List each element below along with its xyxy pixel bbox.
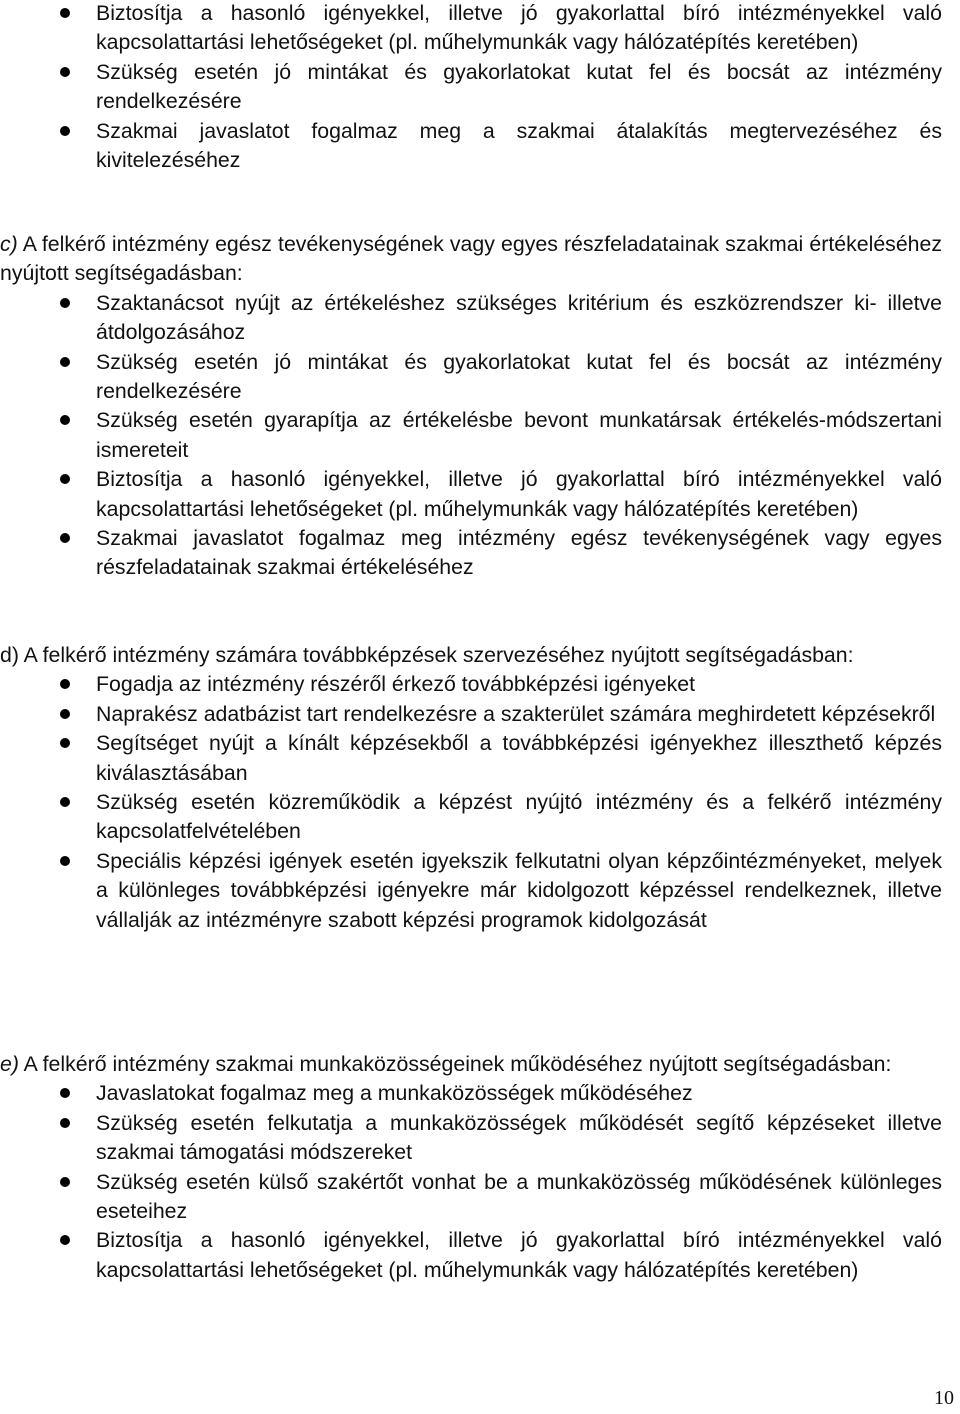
list-item-text: Szükség esetén felkutatja a munkaközösségek működését segítő képzéseket illetve szakmai támogatási módszereket (96, 1110, 942, 1165)
list-item (0, 0, 942, 58)
list-item-text: Biztosítja a hasonló igényekkel, illetve jó gyakorlattal bíró intézményekkel való kapcsolattartási lehetőségeket (pl. műhelymunkák vagy hálózatépítés keretében) (96, 1, 942, 55)
section-e (0, 1050, 942, 1285)
bullet-icon (60, 533, 70, 543)
list-item-text: Szükség esetén jó mintákat és gyakorlatokat kutat fel és bocsát az intézmény rendelkezésére (96, 349, 942, 404)
list-item (0, 847, 942, 935)
list-item (0, 1168, 942, 1227)
section-e-mark: e) (0, 1052, 19, 1076)
list-item (0, 670, 942, 699)
section-c-mark: c) (0, 232, 18, 256)
list-item-text: Biztosítja a hasonló igényekkel, illetve jó gyakorlattal bíró intézményekkel való kapcsolattartási lehetőségeket (pl. műhelymunkák vagy hálózatépítés keretében) (96, 467, 942, 521)
bullet-icon (60, 357, 70, 367)
bullet-icon (60, 474, 70, 484)
section-d-list (0, 670, 942, 935)
bullet-icon (60, 679, 70, 689)
bullet-icon (60, 797, 70, 807)
page-number: 10 (934, 1387, 954, 1409)
bullet-icon (60, 738, 70, 748)
section-c-list (0, 289, 942, 583)
list-item (0, 58, 942, 117)
bullet-icon (60, 1088, 70, 1098)
section-d-heading (0, 641, 942, 670)
section-c-text: A felkérő intézmény egész tevékenységének vagy egyes részfeladatainak szakmai értékeléséhez nyújtott segítségadásban: (0, 232, 942, 286)
list-item (0, 1226, 942, 1285)
bullet-icon (60, 1118, 70, 1128)
bullet-icon (60, 1177, 70, 1187)
bullet-icon (60, 856, 70, 866)
bullet-icon (60, 67, 70, 77)
bullet-icon (60, 8, 70, 18)
section-e-text: A felkérő intézmény szakmai munkaközösségeinek működéséhez nyújtott segítségadásban: (18, 1052, 892, 1076)
list-item-text: Szükség esetén külső szakértőt vonhat be a munkaközösség működésének különleges eseteihez (96, 1169, 942, 1224)
list-item-text: Szaktanácsot nyújt az értékeléshez szükséges kritérium és eszközrendszer ki- illetve átdolgozásához (96, 290, 942, 345)
section-e-heading (0, 1050, 942, 1079)
top-list (0, 0, 942, 175)
bullet-icon (60, 298, 70, 308)
list-item (0, 1109, 942, 1168)
list-item (0, 465, 942, 524)
bullet-icon (60, 709, 70, 719)
list-item (0, 117, 942, 176)
section-c-heading (0, 230, 942, 289)
bullet-icon (60, 126, 70, 136)
list-item-text: Naprakész adatbázist tart rendelkezésre a szakterület számára meghirdetett képzésekről (96, 701, 936, 726)
list-item (0, 1079, 942, 1108)
list-item-text: Szakmai javaslatot fogalmaz meg a szakmai átalakítás megtervezéséhez és kivitelezéséhez (96, 118, 942, 173)
list-item (0, 348, 942, 407)
list-item (0, 406, 942, 465)
list-item-text: Segítséget nyújt a kínált képzésekből a továbbképzési igényekhez illeszthető képzés kiválasztásában (96, 731, 942, 785)
list-item-text: Biztosítja a hasonló igényekkel, illetve jó gyakorlattal bíró intézményekkel való kapcsolattartási lehetőségeket (pl. műhelymunkák vagy hálózatépítés keretében) (96, 1228, 942, 1282)
top-list-block (0, 0, 942, 175)
list-item (0, 289, 942, 348)
list-item-text: Javaslatokat fogalmaz meg a munkaközösségek működéséhez (96, 1081, 693, 1106)
list-item-text: Szükség esetén gyarapítja az értékelésbe bevont munkatársak értékelés-módszertani ismereteit (96, 408, 942, 462)
list-item-text: Speciális képzési igények esetén igyekszik felkutatni olyan képzőintézményeket, melyek a különleges továbbképzési igényekre már kidolgozott képzéssel rendelkeznek, illetve vállalják az intézményre szabott képzési programok kidolgozását (96, 848, 942, 932)
bullet-icon (60, 1235, 70, 1245)
section-d-mark: d) (0, 643, 19, 667)
list-item (0, 700, 942, 729)
list-item (0, 788, 942, 847)
list-item-text: Szükség esetén jó mintákat és gyakorlatokat kutat fel és bocsát az intézmény rendelkezésére (96, 59, 942, 114)
section-d-text: A felkérő intézmény számára továbbképzések szervezéséhez nyújtott segítségadásban: (18, 643, 854, 667)
list-item-text: Szükség esetén közreműködik a képzést nyújtó intézmény és a felkérő intézmény kapcsolatfelvételében (96, 790, 942, 844)
section-e-list (0, 1079, 942, 1285)
section-c (0, 230, 942, 583)
list-item (0, 524, 942, 583)
list-item (0, 729, 942, 788)
bullet-icon (60, 415, 70, 425)
list-item-text: Szakmai javaslatot fogalmaz meg intézmény egész tevékenységének vagy egyes részfeladatainak szakmai értékeléséhez (96, 526, 942, 580)
section-d (0, 641, 942, 935)
list-item-text: Fogadja az intézmény részéről érkező továbbképzési igényeket (96, 672, 696, 697)
